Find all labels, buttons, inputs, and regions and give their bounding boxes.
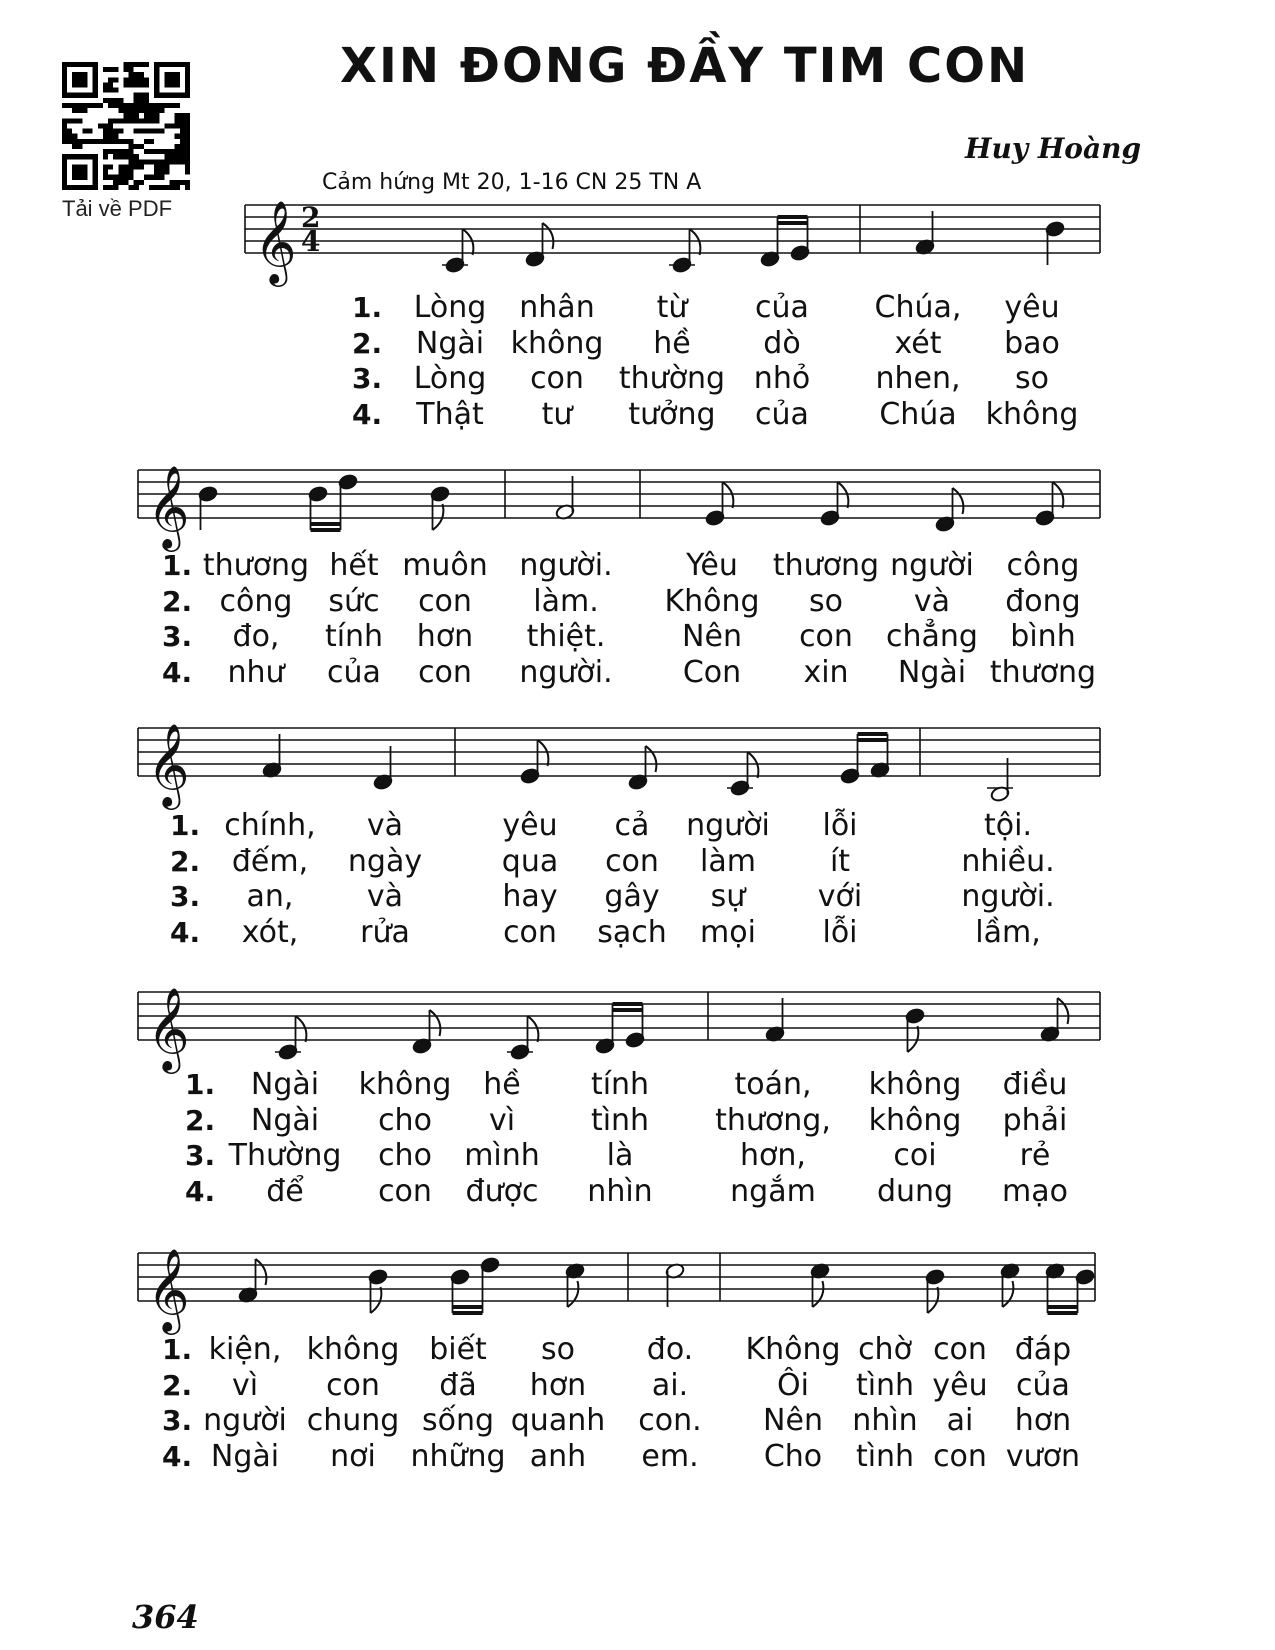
lyric-syllable: hết xyxy=(329,548,379,583)
lyric-syllable: người. xyxy=(519,654,613,690)
verse-number: 4. xyxy=(162,1439,193,1473)
lyric-syllable: anh xyxy=(529,1438,587,1474)
lyric-syllable: thương, xyxy=(715,1102,831,1138)
lyric-syllable: ai xyxy=(946,1403,974,1438)
lyric-syllable: rẻ xyxy=(1019,1138,1051,1173)
lyric-syllable: không xyxy=(985,396,1079,432)
verse-number: 1. xyxy=(170,809,201,842)
note-flag xyxy=(908,1026,919,1052)
lyric-syllable: người. xyxy=(961,879,1055,914)
inspiration-note: Cảm hứng Mt 20, 1-16 CN 25 TN A xyxy=(322,170,702,195)
lyric-syllable: thường xyxy=(618,361,726,396)
lyric-syllable: con xyxy=(799,619,853,654)
lyric-syllable: thương xyxy=(772,548,880,583)
lyric-syllable: người. xyxy=(519,548,613,583)
lyric-syllable: Ngài xyxy=(415,325,485,361)
lyric-syllable: yêu xyxy=(502,808,558,843)
lyric-syllable: và xyxy=(366,808,404,843)
lyric-syllable: Ngài xyxy=(250,1067,320,1102)
note-flag xyxy=(538,740,549,766)
lyric-syllable: xin xyxy=(803,654,849,690)
lyric-syllable: của xyxy=(755,290,809,325)
lyric-syllable: người xyxy=(203,1403,287,1438)
lyric-syllable: quanh xyxy=(510,1403,606,1438)
lyric-syllable: phải xyxy=(1002,1102,1068,1138)
lyric-syllable: Cho xyxy=(763,1438,823,1474)
lyric-syllable: con xyxy=(503,914,557,950)
verse-number: 1. xyxy=(185,1068,216,1101)
lyric-syllable: vì xyxy=(231,1367,259,1403)
note-flag xyxy=(528,1016,539,1042)
lyric-syllable: Nên xyxy=(763,1403,823,1438)
lyric-syllable: con xyxy=(418,654,472,690)
lyric-syllable: con xyxy=(530,361,584,396)
lyric-syllable: Ngài xyxy=(210,1438,280,1474)
lyric-syllable: là xyxy=(606,1138,634,1173)
lyric-syllable: làm xyxy=(700,843,756,879)
lyric-syllable: dò xyxy=(763,325,801,361)
lyric-syllable: gây xyxy=(604,879,660,914)
lyric-syllable: tội. xyxy=(984,808,1032,843)
lyric-syllable: Không xyxy=(745,1332,841,1367)
note-flag xyxy=(1003,1281,1014,1307)
lyric-syllable: hơn, xyxy=(740,1138,806,1173)
note-flag xyxy=(953,488,964,514)
lyric-syllable: so xyxy=(541,1332,575,1367)
lyric-syllable: Nên xyxy=(682,619,742,654)
lyric-syllable: Chúa, xyxy=(874,290,962,325)
lyric-syllable: người xyxy=(890,548,974,583)
lyric-syllable: biết xyxy=(429,1332,487,1367)
time-signature-top: 2 xyxy=(301,201,321,234)
note-flag xyxy=(928,1287,939,1313)
composer-name: Huy Hoàng xyxy=(965,132,1142,165)
lyric-syllable: không xyxy=(358,1067,452,1102)
lyric-syllable: nhen, xyxy=(875,361,961,396)
lyric-syllable: được xyxy=(465,1173,539,1209)
lyric-syllable: điều xyxy=(1002,1067,1068,1102)
lyric-syllable: đếm, xyxy=(231,843,309,879)
lyric-syllable: rửa xyxy=(360,914,410,950)
lyric-syllable: con xyxy=(378,1173,432,1209)
note-flag xyxy=(1058,998,1069,1024)
lyric-syllable: con xyxy=(418,583,472,619)
lyric-syllable: công xyxy=(1006,548,1080,583)
verse-number: 4. xyxy=(352,397,383,431)
lyric-syllable: như xyxy=(227,654,285,690)
lyric-syllable: nhiều. xyxy=(961,843,1055,879)
treble-clef-icon: 𝄞 xyxy=(147,986,190,1070)
lyric-syllable: ngắm xyxy=(730,1173,816,1209)
lyric-syllable: thương xyxy=(989,654,1097,690)
lyric-syllable: chẳng xyxy=(886,619,978,654)
verse-number: 1. xyxy=(162,1333,193,1366)
lyric-syllable: cho xyxy=(378,1138,432,1173)
lyric-syllable: sức xyxy=(328,583,380,619)
lyric-syllable: hơn xyxy=(529,1367,587,1403)
lyric-syllable: và xyxy=(913,583,951,619)
lyric-syllable: Lòng xyxy=(413,290,487,325)
lyric-syllable: và xyxy=(366,879,404,914)
page-number: 364 xyxy=(132,1598,199,1636)
verse-number: 2. xyxy=(162,1368,193,1402)
lyric-syllable: thương xyxy=(202,548,310,583)
lyric-syllable: muôn xyxy=(402,548,488,583)
lyric-syllable: hay xyxy=(502,879,558,914)
lyric-syllable: Thật xyxy=(416,396,484,432)
lyric-syllable: tình xyxy=(855,1438,915,1474)
note-flag xyxy=(296,1016,307,1042)
note-flag xyxy=(1053,482,1064,508)
lyric-syllable: làm. xyxy=(533,583,599,619)
lyric-syllable: bình xyxy=(1010,619,1076,654)
treble-clef-icon: 𝄞 xyxy=(147,722,190,806)
note-flag xyxy=(690,229,701,255)
lyric-syllable: so xyxy=(809,583,843,619)
treble-clef-icon: 𝄞 xyxy=(147,464,190,548)
note-flag xyxy=(371,1287,382,1313)
verse-number: 1. xyxy=(352,291,383,324)
lyric-syllable: sống xyxy=(421,1403,495,1438)
lyric-syllable: Lòng xyxy=(413,361,487,396)
lyric-syllable: không xyxy=(868,1067,962,1102)
lyric-syllable: mọi xyxy=(700,914,756,950)
lyric-syllable: với xyxy=(817,879,863,914)
lyric-syllable: bao xyxy=(1004,325,1060,361)
lyric-syllable: sạch xyxy=(597,914,667,950)
lyric-syllable: đáp xyxy=(1014,1332,1072,1367)
verse-number: 2. xyxy=(170,844,201,878)
treble-clef-icon: 𝄞 xyxy=(147,1247,190,1331)
lyric-syllable: Chúa xyxy=(879,396,957,432)
lyric-syllable: tính xyxy=(324,619,384,654)
lyric-syllable: hề xyxy=(653,325,691,361)
note-flag xyxy=(433,504,444,530)
lyric-syllable: xét xyxy=(894,325,942,361)
lyric-syllable: tính xyxy=(590,1067,650,1102)
lyric-syllable: lầm, xyxy=(975,914,1041,950)
verse-number: 3. xyxy=(162,1404,193,1437)
lyric-syllable: những xyxy=(410,1438,506,1474)
verse-number: 1. xyxy=(162,549,193,582)
lyric-syllable: con xyxy=(933,1332,987,1367)
lyric-syllable: công xyxy=(219,583,293,619)
verse-number: 4. xyxy=(162,655,193,689)
lyric-syllable: để xyxy=(266,1173,304,1209)
lyric-syllable: đo. xyxy=(646,1332,694,1367)
lyric-syllable: mạo xyxy=(1002,1173,1068,1209)
lyric-syllable: người xyxy=(686,808,770,843)
note-flag xyxy=(813,1281,824,1307)
lyric-syllable: con xyxy=(326,1367,380,1403)
lyric-syllable: mình xyxy=(464,1138,540,1173)
note-flag xyxy=(568,1281,579,1307)
lyric-syllable: Yêu xyxy=(686,548,738,583)
lyric-syllable: em. xyxy=(641,1438,699,1474)
verse-number: 2. xyxy=(185,1103,216,1137)
lyric-syllable: của xyxy=(755,396,809,432)
lyric-syllable: Ngài xyxy=(897,654,967,690)
download-pdf-link[interactable]: Tải về PDF xyxy=(62,196,173,221)
verse-number: 4. xyxy=(185,1174,216,1208)
lyric-syllable: của xyxy=(327,654,381,690)
lyric-syllable: lỗi xyxy=(822,914,858,950)
lyric-syllable: con xyxy=(933,1438,987,1474)
lyric-syllable: Con xyxy=(682,654,742,690)
verse-number: 4. xyxy=(170,915,201,949)
time-signature-bottom: 4 xyxy=(301,225,321,258)
lyric-syllable: cho xyxy=(378,1102,432,1138)
lyric-syllable: đo, xyxy=(232,619,280,654)
lyric-syllable: vì xyxy=(488,1102,516,1138)
lyric-syllable: không xyxy=(510,325,604,361)
verse-number: 3. xyxy=(185,1139,216,1172)
lyric-syllable: nhìn xyxy=(852,1403,918,1438)
note-flag xyxy=(256,1259,267,1285)
song-title: XIN ĐONG ĐẦY TIM CON xyxy=(340,38,1030,94)
lyric-syllable: an, xyxy=(246,879,294,914)
lyric-syllable: không xyxy=(868,1102,962,1138)
lyric-syllable: Thường xyxy=(228,1138,342,1173)
lyric-syllable: con xyxy=(605,843,659,879)
lyric-syllable: hơn xyxy=(416,619,474,654)
lyric-syllable: hơn xyxy=(1014,1403,1072,1438)
note-flag xyxy=(723,482,734,508)
lyric-syllable: chính, xyxy=(224,808,316,843)
note-flag xyxy=(543,223,554,249)
lyric-syllable: toán, xyxy=(734,1067,812,1102)
lyric-syllable: lỗi xyxy=(822,808,858,843)
lyric-syllable: nhỏ xyxy=(753,361,811,396)
verse-number: 3. xyxy=(162,620,193,653)
lyric-syllable: từ xyxy=(656,290,688,325)
verse-number: 2. xyxy=(162,584,193,618)
lyric-syllable: chung xyxy=(306,1403,400,1438)
lyric-syllable: xót, xyxy=(241,914,299,950)
treble-clef-icon: 𝄞 xyxy=(254,199,297,283)
lyric-syllable: vươn xyxy=(1005,1438,1081,1474)
lyric-syllable: không xyxy=(306,1332,400,1367)
note-flag xyxy=(463,229,474,255)
lyric-syllable: cả xyxy=(614,808,650,843)
note-flag xyxy=(748,752,759,778)
lyric-syllable: hề xyxy=(483,1067,521,1102)
lyric-syllable: tưởng xyxy=(628,396,716,432)
lyric-syllable: kiện, xyxy=(208,1332,282,1367)
lyric-syllable: Không xyxy=(664,583,760,619)
lyric-syllable: thiệt. xyxy=(526,619,606,654)
lyric-syllable: con. xyxy=(638,1403,702,1438)
lyric-syllable: tình xyxy=(855,1367,915,1403)
lyric-syllable: sự xyxy=(710,879,746,914)
lyric-syllable: nhân xyxy=(519,290,595,325)
lyric-syllable: yêu xyxy=(932,1367,988,1403)
lyric-syllable: đong xyxy=(1005,583,1081,619)
lyric-syllable: Ôi xyxy=(777,1367,809,1403)
lyric-syllable: yêu xyxy=(1004,290,1060,325)
lyric-syllable: ai. xyxy=(651,1367,689,1403)
verse-number: 3. xyxy=(352,362,383,395)
lyric-syllable: qua xyxy=(501,843,559,879)
lyric-syllable: của xyxy=(1016,1367,1070,1403)
lyric-syllable: tình xyxy=(590,1102,650,1138)
lyric-syllable: ít xyxy=(829,843,851,879)
lyric-syllable: chờ xyxy=(858,1332,912,1367)
note-flag xyxy=(646,746,657,772)
lyric-syllable: dung xyxy=(876,1173,954,1209)
lyric-syllable: coi xyxy=(893,1138,937,1173)
lyric-syllable: nhìn xyxy=(587,1173,653,1209)
verse-number: 3. xyxy=(170,880,201,913)
note-flag xyxy=(838,482,849,508)
lyric-syllable: tư xyxy=(541,396,573,432)
lyric-syllable: nơi xyxy=(330,1438,376,1474)
verse-number: 2. xyxy=(352,326,383,360)
lyric-syllable: đã xyxy=(439,1367,477,1403)
lyric-syllable: ngày xyxy=(347,843,423,879)
lyric-syllable: so xyxy=(1015,361,1049,396)
lyric-syllable: Ngài xyxy=(250,1102,320,1138)
note-flag xyxy=(430,1010,441,1036)
